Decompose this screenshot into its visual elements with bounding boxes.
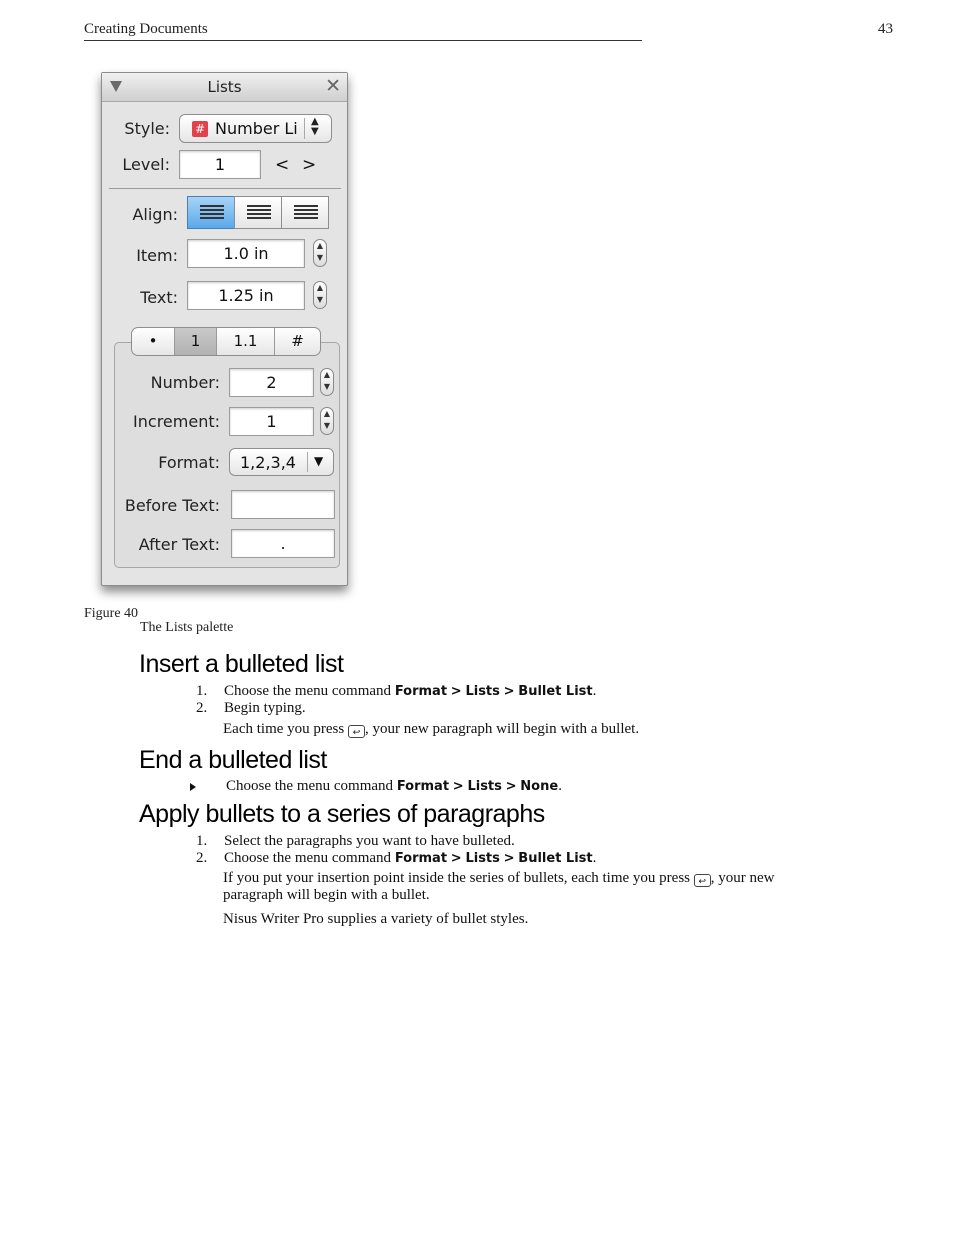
menu-format: Format — [396, 779, 450, 794]
tab-custom[interactable]: # — [291, 332, 304, 350]
text-label: Text: — [140, 288, 178, 307]
menu-bullet-list: Bullet List — [518, 684, 593, 699]
align-left-button[interactable] — [187, 196, 235, 229]
arrow-bullet-icon — [190, 783, 196, 791]
note-text-pre: Each time you press — [223, 721, 348, 737]
menu-format: Format — [394, 684, 448, 699]
popup-divider — [304, 118, 305, 139]
align-right-button[interactable] — [281, 196, 329, 229]
note-paragraph: Nisus Writer Pro supplies a variety of bullet styles. — [223, 911, 529, 927]
item-stepper[interactable]: ▲ ▼ — [313, 239, 327, 267]
align-right-icon — [294, 205, 318, 221]
section-heading-apply: Apply bullets to a series of paragraphs — [139, 800, 545, 828]
menu-lists: Lists — [465, 851, 500, 866]
step-text — [224, 850, 596, 867]
menu-separator: > — [450, 851, 462, 866]
format-label: Format: — [158, 453, 220, 472]
number-list-style-icon: # — [192, 121, 208, 137]
step-text — [226, 778, 562, 795]
step-number: 1. — [196, 683, 208, 699]
step-number: 1. — [196, 833, 208, 849]
step-text-pre: Choose the menu command — [226, 778, 397, 794]
updown-arrows-icon: ▲ ▼ — [311, 116, 319, 137]
text-field[interactable]: 1.25 in — [187, 281, 305, 310]
menu-lists: Lists — [465, 684, 500, 699]
list-type-tabs — [131, 327, 321, 356]
running-header-title: Creating Documents — [84, 21, 208, 37]
palette-titlebar[interactable] — [102, 73, 347, 102]
before-text-label: Before Text: — [124, 496, 220, 515]
header-rule — [84, 40, 642, 41]
step-text-pre: Choose the menu command — [224, 850, 395, 866]
return-key-icon: ↩ — [694, 874, 711, 887]
step-number: 2. — [196, 700, 208, 716]
format-divider — [307, 452, 308, 472]
step-text-post: . — [592, 850, 597, 866]
step-text-post: . — [558, 778, 562, 794]
after-text-label: After Text: — [138, 535, 220, 554]
increment-field[interactable]: 1 — [229, 407, 314, 436]
number-label: Number: — [150, 373, 220, 392]
note-paragraph — [223, 870, 883, 904]
step-text — [224, 683, 596, 700]
note-paragraph — [223, 721, 639, 738]
section-heading-end: End a bulleted list — [139, 746, 327, 774]
before-text-field[interactable] — [231, 490, 335, 519]
format-value: 1,2,3,4 — [240, 453, 296, 472]
align-label: Align: — [132, 205, 178, 224]
lists-palette — [101, 72, 348, 586]
level-next-button[interactable]: > — [302, 155, 317, 175]
item-field[interactable]: 1.0 in — [187, 239, 305, 268]
note-text-mid: , your new — [710, 870, 775, 886]
text-stepper[interactable]: ▲ ▼ — [313, 281, 327, 309]
menu-separator: > — [503, 684, 515, 699]
increment-label: Increment: — [133, 412, 220, 431]
increment-stepper[interactable]: ▲ ▼ — [320, 407, 334, 435]
style-popup[interactable] — [179, 114, 332, 143]
figure-number: Figure 40 — [84, 606, 139, 621]
step-text-pre: Choose the menu command — [224, 683, 395, 699]
level-prev-button[interactable]: < — [275, 155, 290, 175]
after-text-field[interactable]: . — [231, 529, 335, 558]
menu-separator: > — [503, 851, 515, 866]
format-popup[interactable] — [229, 448, 334, 476]
level-label: Level: — [122, 155, 170, 174]
menu-bullet-list: Bullet List — [518, 851, 593, 866]
palette-separator — [109, 188, 341, 189]
palette-title: Lists — [207, 78, 242, 96]
figure-caption: The Lists palette — [140, 620, 234, 635]
item-label: Item: — [136, 246, 178, 265]
note-text-post: , your new paragraph will begin with a bullet. — [364, 721, 640, 737]
menu-lists: Lists — [467, 779, 502, 794]
menu-none: None — [520, 779, 559, 794]
align-center-button[interactable] — [234, 196, 282, 229]
dropdown-arrow-icon: ▼ — [314, 454, 324, 468]
align-left-icon — [200, 205, 224, 221]
number-field[interactable]: 2 — [229, 368, 314, 397]
note-text-line2: paragraph will begin with a bullet. — [223, 887, 430, 903]
menu-separator: > — [452, 779, 464, 794]
page-number: 43 — [878, 21, 893, 37]
step-number: 2. — [196, 850, 208, 866]
menu-separator: > — [505, 779, 517, 794]
menu-separator: > — [450, 684, 462, 699]
close-icon[interactable]: ✕ — [325, 75, 341, 97]
step-text: Select the paragraphs you want to have bulleted. — [224, 833, 515, 849]
level-field[interactable]: 1 — [179, 150, 261, 179]
return-key-icon: ↩ — [348, 725, 365, 738]
step-text: Begin typing. — [224, 700, 306, 716]
note-text-pre: If you put your insertion point inside the series of bullets, each time you press — [223, 870, 694, 886]
menu-format: Format — [394, 851, 448, 866]
section-heading-insert: Insert a bulleted list — [139, 650, 344, 678]
style-label: Style: — [124, 119, 170, 138]
number-stepper[interactable]: ▲ ▼ — [320, 368, 334, 396]
tab-number[interactable]: 1 — [175, 328, 217, 355]
step-text-post: . — [592, 683, 597, 699]
align-segmented-control — [187, 196, 329, 229]
align-center-icon — [247, 205, 271, 221]
style-value: Number Li — [215, 119, 298, 138]
tab-outline[interactable]: 1.1 — [217, 328, 275, 355]
tab-bullet[interactable]: • — [132, 328, 175, 355]
